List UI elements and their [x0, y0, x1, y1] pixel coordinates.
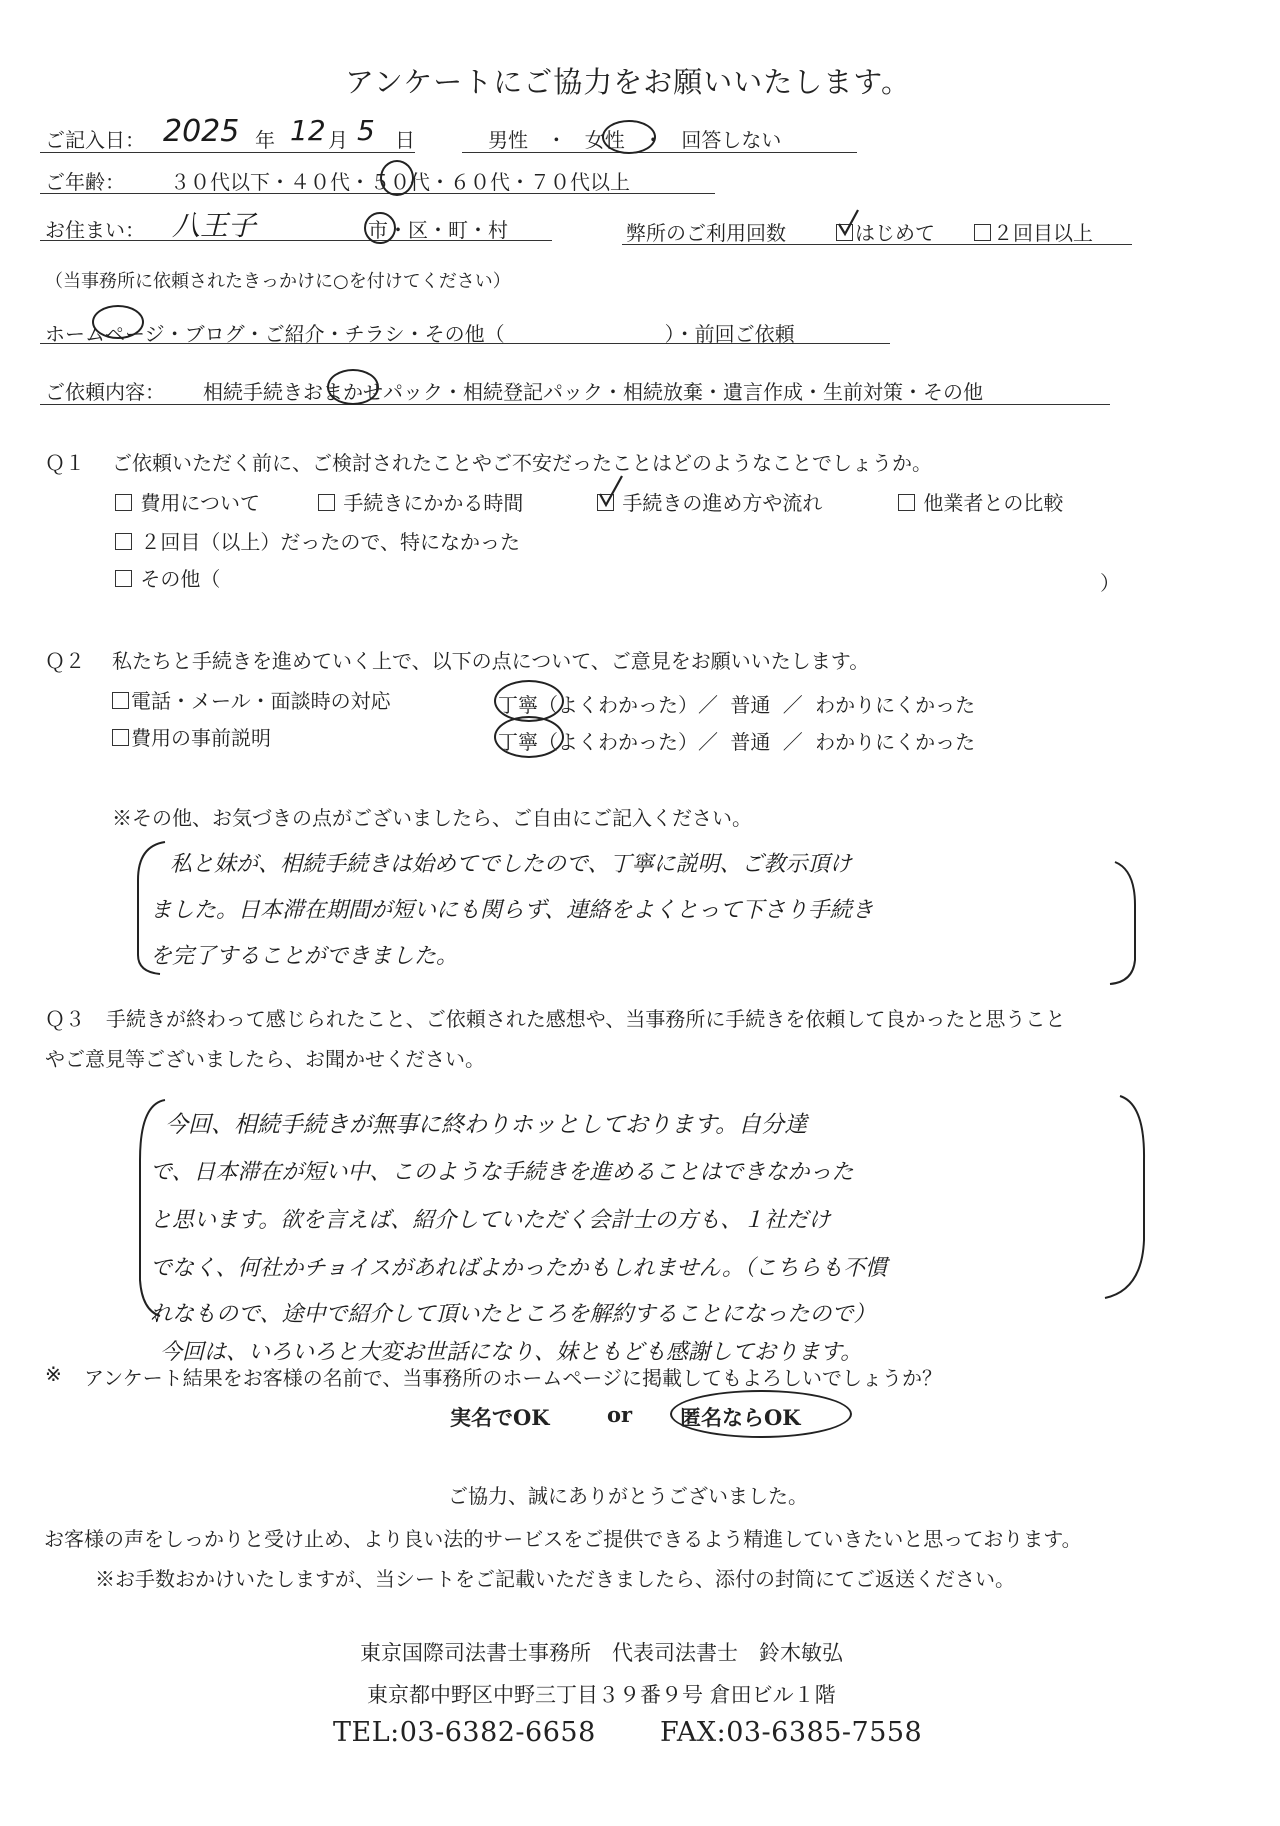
- q1-option-cost: 費用について: [115, 487, 260, 516]
- page-title: アンケートにご協力をお願いいたします。: [345, 65, 911, 99]
- q2-row1-scale: 丁寧（よくわかった）／ 普通 ／ わかりにくかった: [498, 693, 976, 717]
- publish-question: アンケート結果をお客様の名前で、当事務所のホームページに掲載してもよろしいでしょうか？: [84, 1366, 942, 1390]
- q3-answer-left-bracket: [140, 1100, 165, 1316]
- closing-return-note: ※お手数おかけいたしますが、当シートをご記載いただきましたら、添付の封筒にてご返送ください。: [95, 1567, 1015, 1591]
- q2-comment-line-3: を完了することができました。: [150, 944, 459, 969]
- usage-first-checkmark: [839, 210, 858, 234]
- q1-option-repeat: ２回目（以上）だったので、特になかった: [115, 526, 520, 555]
- q3-question-line-2: やご意見等ございましたら、お聞かせください。: [45, 1047, 485, 1071]
- closing-thanks: ご協力、誠にありがとうございました。: [448, 1484, 808, 1508]
- q2-question: 私たちと手続きを進めていく上で、以下の点について、ご意見をお願いいたします。: [112, 649, 870, 673]
- q2-number: Ｑ２: [45, 649, 85, 673]
- q3-answer-line-6: 今回は、いろいろと大変お世話になり、妹ともども感謝しております。: [160, 1340, 863, 1365]
- q2-comment-left-bracket: [138, 842, 165, 974]
- usage-first-option: はじめて: [836, 217, 935, 246]
- office-name: 東京国際司法書士事務所 代表司法書士 鈴木敏弘: [360, 1641, 843, 1665]
- date-day: 5: [357, 114, 375, 147]
- office-fax: FAX:03-6385-7558: [660, 1717, 923, 1748]
- date-year-unit: 年: [255, 128, 275, 152]
- publish-anonymous: 匿名ならOK: [680, 1405, 801, 1430]
- date-month: 12: [290, 114, 326, 147]
- q2-row2-scale: 丁寧（よくわかった）／ 普通 ／ わかりにくかった: [498, 730, 976, 754]
- office-tel: TEL:03-6382-6658: [333, 1717, 596, 1748]
- gender-options: 男性 ・ 女性 ・ 回答しない: [488, 128, 782, 152]
- q1-flow-checkmark: [600, 476, 622, 505]
- q3-question-line-1: 手続きが終わって感じられたこと、ご依頼された感想や、当事務所に手続きを依頼して良かったと思うこと: [106, 1007, 1066, 1031]
- residence-options: 市・区・町・村: [368, 218, 508, 242]
- q3-answer-right-bracket: [1105, 1096, 1144, 1298]
- q3-answer-line-2: で、日本滞在が短い中、このような手続きを進めることはできなかった: [150, 1160, 854, 1185]
- publish-or: or: [607, 1402, 633, 1427]
- office-address: 東京都中野区中野三丁目３９番９号 倉田ビル１階: [367, 1683, 836, 1707]
- q1-option-compare: 他業者との比較: [898, 487, 1063, 516]
- q1-number: Ｑ１: [45, 451, 85, 475]
- q2-row1: 電話・メール・面談時の対応: [112, 685, 391, 714]
- q1-option-flow: 手続きの進め方や流れ: [597, 487, 822, 516]
- request-options: 相続手続きおまかせパック・相続登記パック・相続放棄・遺言作成・生前対策・その他: [203, 380, 983, 404]
- q2-comment-line-1: 私と妹が、相続手続きは始めてでしたので、丁寧に説明、ご教示頂け: [170, 852, 852, 877]
- publish-real-name: 実名でOK: [450, 1405, 550, 1430]
- q1-option-other: その他（: [115, 563, 220, 592]
- date-year: 2025: [163, 114, 240, 149]
- usage-label: 弊所のご利用回数: [626, 221, 786, 245]
- date-day-unit: 日: [395, 128, 415, 152]
- date-label: ご記入日：: [45, 128, 145, 152]
- q1-option-other-close: ）: [1100, 571, 1120, 595]
- closing-message: お客様の声をしっかりと受け止め、より良い法的サービスをご提供できるよう精進していきたいと思っております。: [44, 1527, 1082, 1551]
- usage-repeat-option: ２回目以上: [974, 217, 1093, 246]
- age-options: ３０代以下・４０代・５０代・６０代・７０代以上: [170, 170, 630, 194]
- q2-row2: 費用の事前説明: [112, 722, 271, 751]
- date-month-unit: 月: [328, 128, 348, 152]
- q3-answer-line-4: でなく、何社かチョイスがあればよかったかもしれません。（こちらも不慣: [150, 1256, 888, 1281]
- residence-label: お住まい：: [45, 218, 145, 242]
- publish-mark: ※: [45, 1362, 62, 1386]
- q2-free-prompt: ※その他、お気づきの点がございましたら、ご自由にご記入ください。: [112, 806, 752, 830]
- trigger-options: ホームページ・ブログ・ご紹介・チラシ・その他（ ）・前回ご依頼: [45, 322, 795, 346]
- q1-question: ご依頼いただく前に、ご検討されたことやご不安だったことはどのようなことでしょうか。: [112, 451, 932, 475]
- q2-comment-right-bracket: [1110, 862, 1135, 984]
- q3-answer-line-1: 今回、相続手続きが無事に終わりホッとしております。自分達: [165, 1112, 808, 1138]
- q2-comment-line-2: ました。日本滞在期間が短いにも関らず、連絡をよくとって下さり手続き: [150, 898, 874, 923]
- trigger-instruction: （当事務所に依頼されたきっかけに○を付けてください）: [45, 271, 511, 292]
- q3-answer-line-3: と思います。欲を言えば、紹介していただく会計士の方も、１社だけ: [150, 1208, 831, 1233]
- residence-value: 八王子: [172, 209, 257, 242]
- q3-number: Ｑ３: [45, 1007, 85, 1031]
- request-label: ご依頼内容：: [45, 380, 165, 404]
- q3-answer-line-5: れなもので、途中で紹介して頂いたところを解約することになったので）: [150, 1302, 876, 1327]
- q1-option-time: 手続きにかかる時間: [318, 487, 523, 516]
- age-label: ご年齢：: [45, 170, 125, 194]
